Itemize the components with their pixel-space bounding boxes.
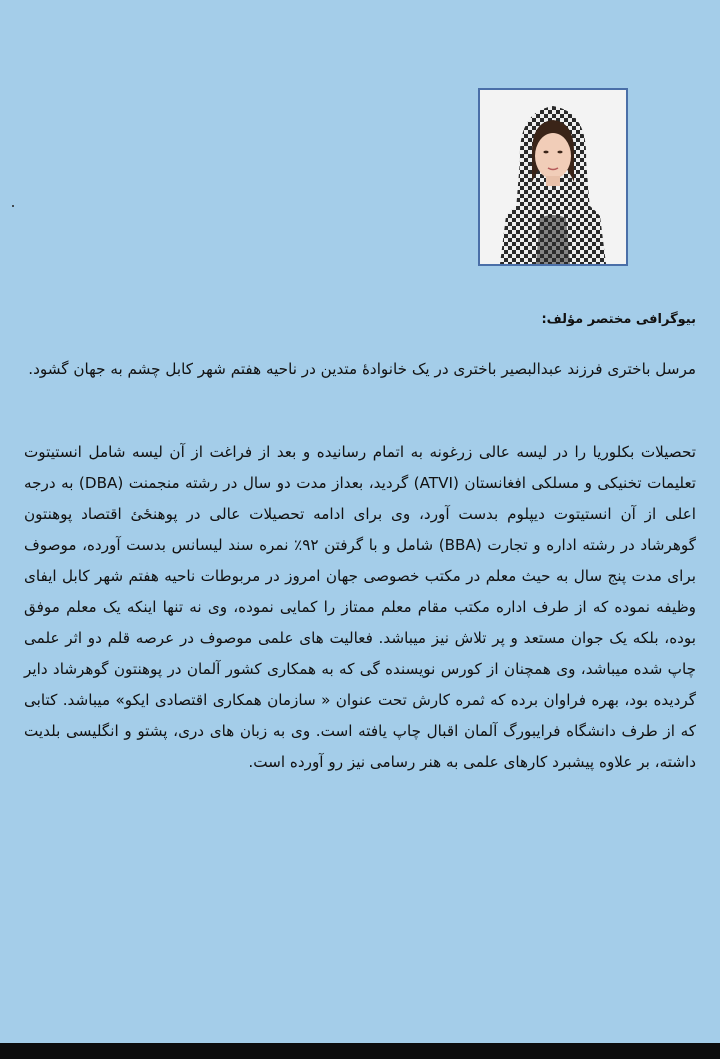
stray-dot bbox=[12, 205, 14, 207]
bio-paragraph-2: تحصیلات بکلوریا را در لیسه عالی زرغونه به اتمام رسانیده و بعد از فراغت از آن لیسه شامل انستیتوت تعلیمات تخنیکی و مسلکی افغانستان (ATVI) گردید، بعداز مدت دو سال در رشته منجمنت (DBA) به درجه اعلی از آن انستیتوت دیپلوم بدست آورد، وی برای ادامه تحصیلات عالی در پوهنځئ اقتصاد پوهنتون گوهرشاد در رشته اداره و تجارت (BBA) شامل و با گرفتن ۹۲٪ نمره سند لیسانس بدست آورده، موصوف برای مدت پنج سال به حیث معلم در مکتب خصوصی جهان امروز در مربوطات ناحیه هفتم شهر کابل ایفای وظیفه نموده که از طرف اداره مکتب مقام معلم ممتاز را کمایی نموده، وی نه تنها اینکه یک معلم موفق بوده، بلکه یک جوان مستعد و پر تلاش نیز میباشد. فعالیت های علمی موصوف در عرصه قلم دو اثر علمی چاپ شده میباشد، وی همچنان از کورس نویسنده گی که به همکاری کشور آلمان در پوهنتون گوهرشاد دایر گردیده بود، بهره فراوان برده که ثمره کارش تحت عنوان « سازمان همکاری اقتصادی ایکو» میباشد. کتابی که از طرف دانشگاه فرایبورگ آلمان اقبال چاپ یافته است. وی به زبان های دری، پشتو و انگلیسی بلدیت داشته، بر علاوه پیشبرد کارهای علمی به هنر رسامی نیز رو آورده است. bbox=[24, 443, 696, 771]
bio-heading: بیوگرافی مختصر مؤلف: bbox=[541, 312, 696, 327]
author-photo bbox=[478, 88, 628, 266]
bottom-bar bbox=[0, 1043, 720, 1059]
bio-paragraph-1: مرسل باختری فرزند عبدالبصیر باختری در یک خانوادهٔ متدین در ناحیه هفتم شهر کابل چشم به جهان گشود. bbox=[28, 360, 696, 378]
